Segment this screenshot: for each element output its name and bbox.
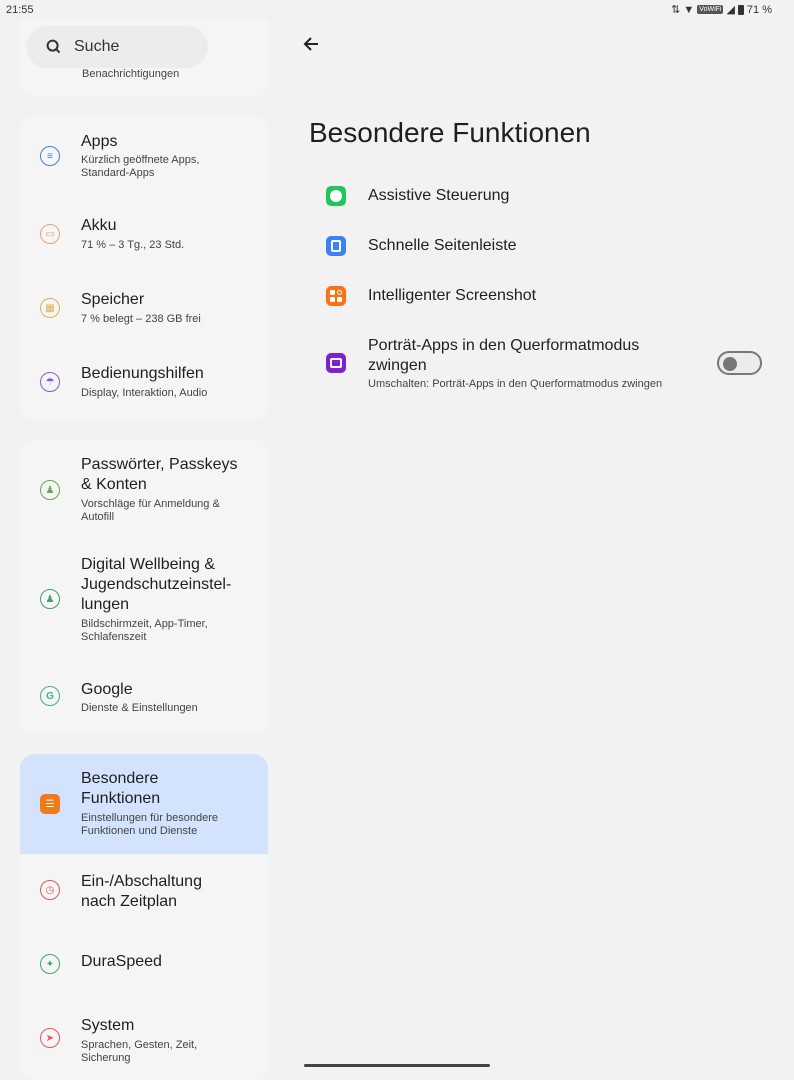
accounts-icon: ♟: [40, 480, 60, 500]
signal-icon: ◢: [726, 4, 735, 16]
sidebar-item-title: Apps: [81, 133, 118, 150]
sidebar-item-title: System: [81, 1017, 135, 1034]
settings-group-2: [20, 440, 268, 734]
search-icon: [43, 36, 66, 59]
sidebar-item-accounts[interactable]: [20, 440, 268, 540]
sidebar-item-title: Speicher: [81, 291, 145, 308]
volte-badge: VoWiFi: [699, 6, 722, 13]
sidebar-icon: [326, 236, 346, 256]
sidebar-item-subtitle: Kürzlich geöffnete Apps, Standard-Apps: [81, 154, 200, 179]
status-bar: [0, 0, 794, 20]
search-bar[interactable]: [26, 26, 208, 68]
sidebar-item-subtitle: Sprachen, Gesten, Zeit, Sicherung: [81, 1039, 198, 1064]
sidebar-item-subtitle: Display, Interaktion, Audio: [81, 387, 208, 399]
portrait-landscape-icon: [326, 353, 346, 373]
sidebar-item-subtitle: Dienste & Einstellungen: [81, 702, 198, 714]
row-subtitle: Umschalten: Porträt-Apps in den Querformatmodus zwingen: [368, 378, 663, 390]
sidebar-item-battery[interactable]: [20, 196, 268, 270]
toggle-knob: [723, 357, 737, 371]
sidebar-item-title: Google: [81, 681, 133, 698]
row-title: Porträt-Apps in den Querformatmodus zwingen: [368, 337, 640, 374]
google-icon: G: [40, 686, 60, 706]
duraspeed-icon: ✦: [40, 954, 60, 974]
sidebar-item-schedule-power[interactable]: [20, 854, 268, 928]
status-icons: [671, 3, 772, 16]
sidebar-item-duraspeed[interactable]: [20, 928, 268, 1002]
back-arrow-icon[interactable]: [302, 34, 322, 54]
sidebar-item-subtitle: 71 % – 3 Tg., 23 Std.: [81, 239, 185, 251]
sidebar-item-special-functions[interactable]: [20, 754, 268, 854]
special-functions-icon: ☰: [40, 794, 60, 814]
force-landscape-toggle[interactable]: [717, 351, 762, 375]
battery-icon: ▭: [40, 224, 60, 244]
row-quick-sidebar[interactable]: [326, 236, 766, 258]
sidebar-item-title: Digital Wellbeing & Jugendschutzeinstel- lungen: [81, 556, 232, 613]
sidebar-item-wellbeing[interactable]: [20, 540, 268, 660]
system-icon: ➤: [40, 1028, 60, 1048]
notifications-cut-text: Benachrichtigungen: [82, 68, 180, 80]
sidebar-item-title: Akku: [81, 217, 117, 234]
data-arrows-icon: ⇅: [671, 4, 681, 16]
sidebar-item-subtitle: Bildschirmzeit, App-Timer, Schlafenszeit: [81, 618, 208, 643]
row-force-landscape[interactable]: [326, 336, 766, 396]
sidebar-item-title: Besondere Funktionen: [81, 770, 161, 807]
gesture-navigation-bar[interactable]: [304, 1064, 490, 1067]
storage-icon: ▦: [40, 298, 60, 318]
settings-group-3: [20, 754, 268, 1080]
row-title: Intelligenter Screenshot: [368, 287, 537, 304]
accessibility-icon: ☂: [40, 372, 60, 392]
settings-group-1: [20, 116, 268, 420]
apps-icon: ≡: [40, 146, 60, 166]
assistive-control-icon: [326, 186, 346, 206]
sidebar-item-subtitle: Einstellungen für besondere Funktionen und Dienste: [81, 812, 218, 837]
sidebar-item-system[interactable]: [20, 1002, 268, 1080]
sidebar-item-title: Ein-/Abschaltung nach Zeitplan: [81, 873, 202, 910]
row-assistive-control[interactable]: [326, 186, 766, 208]
sidebar-item-apps[interactable]: [20, 116, 268, 196]
sidebar-item-title: DuraSpeed: [81, 953, 162, 970]
wellbeing-icon: ♟: [40, 589, 60, 609]
search-label: Suche: [74, 38, 120, 55]
screenshot-icon: [326, 286, 346, 306]
sidebar-item-title: Passwörter, Passkeys & Konten: [81, 456, 238, 493]
row-title: Schnelle Seitenleiste: [368, 237, 517, 254]
sidebar-item-google[interactable]: [20, 660, 268, 734]
sidebar-item-title: Bedienungshilfen: [81, 365, 204, 382]
settings-sidebar: [20, 20, 268, 1080]
status-time: 21:55: [6, 4, 34, 16]
sidebar-item-accessibility[interactable]: [20, 344, 268, 420]
sidebar-item-subtitle: 7 % belegt – 238 GB frei: [81, 313, 201, 325]
row-smart-screenshot[interactable]: [326, 286, 766, 308]
sidebar-item-storage[interactable]: [20, 270, 268, 344]
sidebar-item-subtitle: Vorschläge für Anmeldung & Autofill: [81, 498, 220, 523]
row-title: Assistive Steuerung: [368, 187, 510, 204]
schedule-power-icon: ◷: [40, 880, 60, 900]
battery-percent: 71 %: [746, 3, 772, 16]
wifi-icon: ▼: [683, 3, 695, 16]
page-title: Besondere Funktionen: [309, 117, 591, 148]
battery-status-icon: [738, 5, 744, 15]
